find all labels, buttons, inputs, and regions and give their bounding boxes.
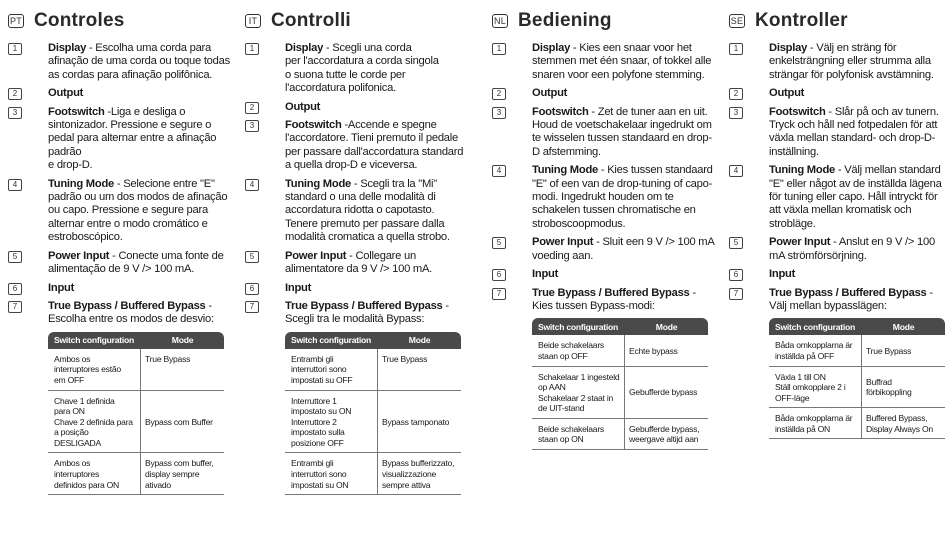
item-number: 3 <box>492 107 506 119</box>
item-description: - Sluit een 9 V /> 100 mA voeding aan. <box>532 236 714 262</box>
item-text <box>532 87 714 100</box>
control-item-3 <box>8 106 230 173</box>
item-text <box>285 42 467 96</box>
switch-configuration-cell: Schakelaar 1 ingesteld op AAN Schakelaar 2 staat in de UIT-stand <box>532 367 625 418</box>
table-row <box>769 335 945 366</box>
item-description: - Escolha uma corda para afinação de uma corda ou toque todas as cordas para afinação polifônica. <box>48 42 230 81</box>
item-number: 1 <box>8 43 22 55</box>
item-title: Power Input <box>769 236 831 249</box>
item-text <box>48 106 230 173</box>
switch-configuration-cell: Beide schakelaars staan op ON <box>532 419 625 449</box>
bypass-mode-table <box>532 318 708 450</box>
item-number: 1 <box>492 43 506 55</box>
item-text <box>285 250 467 277</box>
mode-cell: Gebufferde bypass <box>629 387 698 398</box>
item-title: True Bypass / Buffered Bypass <box>285 299 443 312</box>
item-number: 5 <box>8 251 22 263</box>
table-row <box>769 408 945 439</box>
item-title: Display <box>532 42 571 54</box>
item-text <box>285 178 467 245</box>
bypass-mode-table <box>769 318 945 439</box>
item-text <box>48 42 230 82</box>
item-text <box>532 236 714 263</box>
control-item-1 <box>492 42 714 82</box>
section-title: Bediening <box>518 10 612 31</box>
item-text <box>48 87 230 100</box>
item-number: 2 <box>245 102 259 114</box>
item-text <box>532 287 714 314</box>
item-title: Input <box>285 281 312 294</box>
item-number: 3 <box>245 120 259 132</box>
mode-cell: True Bypass <box>382 353 428 364</box>
table-row <box>532 419 708 450</box>
item-number: 3 <box>729 107 743 119</box>
control-item-1 <box>245 42 467 96</box>
header-switch-configuration: Switch configuration <box>538 321 618 332</box>
item-description: - Scegli tra la "Mi" standard o una delle modalità di accordatura ridotta o capotasto. Tenere premuto per passare dalla modalità cromatica a quella strobo. <box>285 177 450 244</box>
table-header <box>532 318 708 335</box>
item-text <box>769 106 950 160</box>
control-item-3 <box>245 119 467 173</box>
mode-cell: Bypass bufferizzato, visualizzazione sempre attiva <box>382 458 455 490</box>
control-item-5 <box>729 236 950 263</box>
item-title: Tuning Mode <box>48 177 115 190</box>
section-title: Controles <box>34 10 125 31</box>
item-title: Power Input <box>285 249 347 262</box>
item-title: Footswitch <box>769 105 826 118</box>
item-number: 2 <box>729 88 743 100</box>
item-number: 7 <box>729 288 743 300</box>
item-text <box>48 300 230 327</box>
section-title: Kontroller <box>755 10 848 31</box>
item-text <box>532 164 714 231</box>
item-title: Output <box>769 87 805 100</box>
control-item-1 <box>8 42 230 82</box>
table-header <box>769 318 945 335</box>
item-text <box>769 236 950 263</box>
item-description: - Kies een snaar voor het stemmen met één snaar, of tokkel alle snaren voor een polyfone stemming. <box>532 42 712 81</box>
item-text <box>48 282 230 295</box>
item-title: Tuning Mode <box>285 177 352 190</box>
control-item-4 <box>729 164 950 231</box>
section-header-pt <box>8 8 230 34</box>
item-number: 5 <box>245 251 259 263</box>
item-text <box>48 178 230 245</box>
section-header-se <box>729 8 950 34</box>
control-item-7 <box>492 287 714 314</box>
column-nl <box>492 8 714 450</box>
control-item-6 <box>245 282 467 295</box>
mode-cell: Bypass com Buffer <box>145 416 213 427</box>
mode-cell: Buffered Bypass, Display Always On <box>866 413 933 434</box>
item-title: True Bypass / Buffered Bypass <box>48 299 206 312</box>
table-row <box>48 391 224 454</box>
item-number: 6 <box>8 283 22 295</box>
item-title: Tuning Mode <box>532 164 599 177</box>
bypass-mode-table <box>285 332 461 496</box>
section-header-nl <box>492 8 714 34</box>
item-title: True Bypass / Buffered Bypass <box>769 286 927 299</box>
item-title: Input <box>769 268 796 281</box>
item-number: 6 <box>245 283 259 295</box>
switch-configuration-cell: Entrambi gli interruttori sono impostati su ON <box>285 453 378 494</box>
control-item-2 <box>729 87 950 100</box>
switch-configuration-cell: Ambos os interruptores estão em OFF <box>48 349 141 390</box>
item-number: 1 <box>729 43 743 55</box>
control-item-6 <box>492 268 714 281</box>
table-row <box>285 349 461 391</box>
item-text <box>532 106 714 160</box>
item-description: - Selecione entre "E" padrão ou um dos modos de afinação ou capo. Pressione e segure para alternar entre o modo cromático e estroboscópico. <box>48 177 228 244</box>
header-switch-configuration: Switch configuration <box>291 334 371 345</box>
table-row <box>48 349 224 391</box>
language-badge: IT <box>245 14 261 28</box>
item-number: 4 <box>245 179 259 191</box>
control-item-4 <box>245 178 467 245</box>
item-description: - Kies tussen standaard "E" of een van de drop-tuning of capo-modi. Ingedrukt houden om te schakelen tussen chromatische en stroboscoopmodus. <box>532 164 713 230</box>
mode-cell: Bypass tamponato <box>382 416 450 427</box>
item-number: 7 <box>8 301 22 313</box>
item-title: Input <box>532 268 559 281</box>
control-item-6 <box>8 282 230 295</box>
section-header-it <box>245 8 467 34</box>
item-title: Output <box>532 87 568 100</box>
item-description: - Scegli una corda per l'accordatura a corda singola o suona tutte le corde per l'accordatura polifonica. <box>285 42 439 95</box>
bypass-mode-table <box>48 332 224 496</box>
control-item-3 <box>492 106 714 160</box>
control-item-2 <box>492 87 714 100</box>
control-item-5 <box>8 250 230 277</box>
switch-configuration-cell: Ambos os interruptores definidos para ON <box>48 453 141 494</box>
item-number: 7 <box>492 288 506 300</box>
item-description: - Slår på och av tunern. Tryck och håll ned fotpedalen för att växla mellan standard- och drop-D-inställning. <box>769 105 939 158</box>
item-title: Power Input <box>48 249 110 262</box>
item-number: 5 <box>492 237 506 249</box>
control-item-4 <box>8 178 230 245</box>
item-text <box>532 42 714 82</box>
item-description: - Välj mellan standard "E" eller något av de inställda lägena för tuning eller capo. Håll intryckt för att växla mellan kromatisk och strobläge. <box>769 164 942 230</box>
control-item-2 <box>245 101 467 114</box>
header-mode: Mode <box>171 334 194 345</box>
item-title: Footswitch <box>285 119 342 132</box>
item-description: - Scegli tra le modalità Bypass: <box>285 299 449 326</box>
mode-cell: True Bypass <box>145 353 191 364</box>
item-number: 4 <box>492 165 506 177</box>
item-number: 5 <box>729 237 743 249</box>
table-header <box>285 332 461 349</box>
item-title: Output <box>48 87 84 100</box>
language-badge: SE <box>730 16 744 26</box>
item-description: - Kies tussen Bypass-modi: <box>532 286 696 312</box>
mode-cell: Gebufferde bypass, weergave altijd aan <box>629 423 700 445</box>
control-item-5 <box>245 250 467 277</box>
item-description: - Anslut en 9 V /> 100 mA strömförsörjning. <box>769 236 935 262</box>
switch-configuration-cell: Båda omkopplarna är inställda på OFF <box>769 335 862 365</box>
item-text <box>769 164 950 231</box>
mode-cell: Echte bypass <box>629 345 678 356</box>
item-number: 4 <box>729 165 743 177</box>
item-description: -Liga e desliga o sintonizador. Pressione e segure o pedal para alternar entre a afinação padrão e drop-D. <box>48 105 217 172</box>
item-description: - Conecte uma fonte de alimentação de 9 V /> 100 mA. <box>48 249 224 276</box>
item-number: 7 <box>245 301 259 313</box>
control-item-5 <box>492 236 714 263</box>
item-title: Tuning Mode <box>769 164 836 177</box>
language-badge: NL <box>493 16 507 26</box>
item-text <box>769 42 950 82</box>
control-item-7 <box>8 300 230 327</box>
item-description: -Accende e spegne l'accordatore. Tieni premuto il pedale per passare dall'accordatura standard a quella drop-D e viceversa. <box>285 119 464 172</box>
item-description: - Zet de tuner aan en uit. Houd de voetschakelaar ingedrukt om te wisselen tussen standaard en drop-D afstemming. <box>532 105 712 158</box>
control-item-1 <box>729 42 950 82</box>
control-item-7 <box>245 300 467 327</box>
item-number: 1 <box>245 43 259 55</box>
mode-cell: Buffrad förbikoppling <box>866 376 912 398</box>
item-text <box>532 268 714 281</box>
item-text <box>769 87 950 100</box>
header-mode: Mode <box>655 321 678 332</box>
item-title: Input <box>48 281 75 294</box>
switch-configuration-cell: Entrambi gli interruttori sono impostati su OFF <box>285 349 378 390</box>
control-item-3 <box>729 106 950 160</box>
item-text <box>769 287 950 314</box>
item-title: Display <box>285 42 324 54</box>
item-description: - Collegare un alimentatore da 9 V /> 100 mA. <box>285 249 433 276</box>
item-number: 6 <box>729 269 743 281</box>
item-text <box>769 268 950 281</box>
item-title: Power Input <box>532 236 594 249</box>
item-title: Footswitch <box>532 105 589 118</box>
item-number: 2 <box>492 88 506 100</box>
control-item-7 <box>729 287 950 314</box>
switch-configuration-cell: Chave 1 definida para ON Chave 2 definida para a posição DESLIGADA <box>48 391 141 453</box>
item-text <box>285 300 467 327</box>
switch-configuration-cell: Interruttore 1 impostato su ON Interruttore 2 impostato sulla posizione OFF <box>285 391 378 453</box>
header-mode: Mode <box>408 334 431 345</box>
table-row <box>769 367 945 409</box>
item-number: 4 <box>8 179 22 191</box>
table-row <box>285 391 461 454</box>
mode-cell: Bypass com buffer, display sempre ativado <box>145 458 214 490</box>
item-title: True Bypass / Buffered Bypass <box>532 286 690 299</box>
header-mode: Mode <box>892 321 915 332</box>
table-row <box>285 453 461 495</box>
switch-configuration-cell: Beide schakelaars staan op OFF <box>532 335 625 365</box>
switch-configuration-cell: Båda omkopplarna är inställda på ON <box>769 408 862 438</box>
item-title: Display <box>769 42 808 54</box>
section-title: Controlli <box>271 10 351 31</box>
item-text <box>48 250 230 277</box>
header-switch-configuration: Switch configuration <box>54 334 134 345</box>
item-number: 2 <box>8 88 22 100</box>
item-description: - Välj mellan bypasslägen: <box>769 286 933 312</box>
item-text <box>285 101 467 114</box>
mode-cell: True Bypass <box>866 345 912 356</box>
control-item-6 <box>729 268 950 281</box>
control-item-4 <box>492 164 714 231</box>
item-number: 6 <box>492 269 506 281</box>
item-description: - Escolha entre os modos de desvio: <box>48 299 214 326</box>
item-description: - Välj en sträng för enkelsträngning eller strumma alla strängar för polyfonisk avstämning. <box>769 42 934 81</box>
column-pt <box>8 8 230 495</box>
item-title: Footswitch <box>48 105 105 118</box>
language-badge: PT <box>9 16 23 26</box>
table-row <box>48 453 224 495</box>
switch-configuration-cell: Växla 1 till ON Ställ omkopplare 2 i OFF-läge <box>769 367 862 408</box>
table-row <box>532 335 708 366</box>
header-switch-configuration: Switch configuration <box>775 321 855 332</box>
item-title: Output <box>285 100 321 113</box>
table-header <box>48 332 224 349</box>
column-it <box>245 8 467 495</box>
table-row <box>532 367 708 419</box>
item-number: 3 <box>8 107 22 119</box>
item-title: Display <box>48 42 87 54</box>
column-se <box>729 8 950 439</box>
control-item-2 <box>8 87 230 100</box>
item-text <box>285 119 467 173</box>
item-text <box>285 282 467 295</box>
